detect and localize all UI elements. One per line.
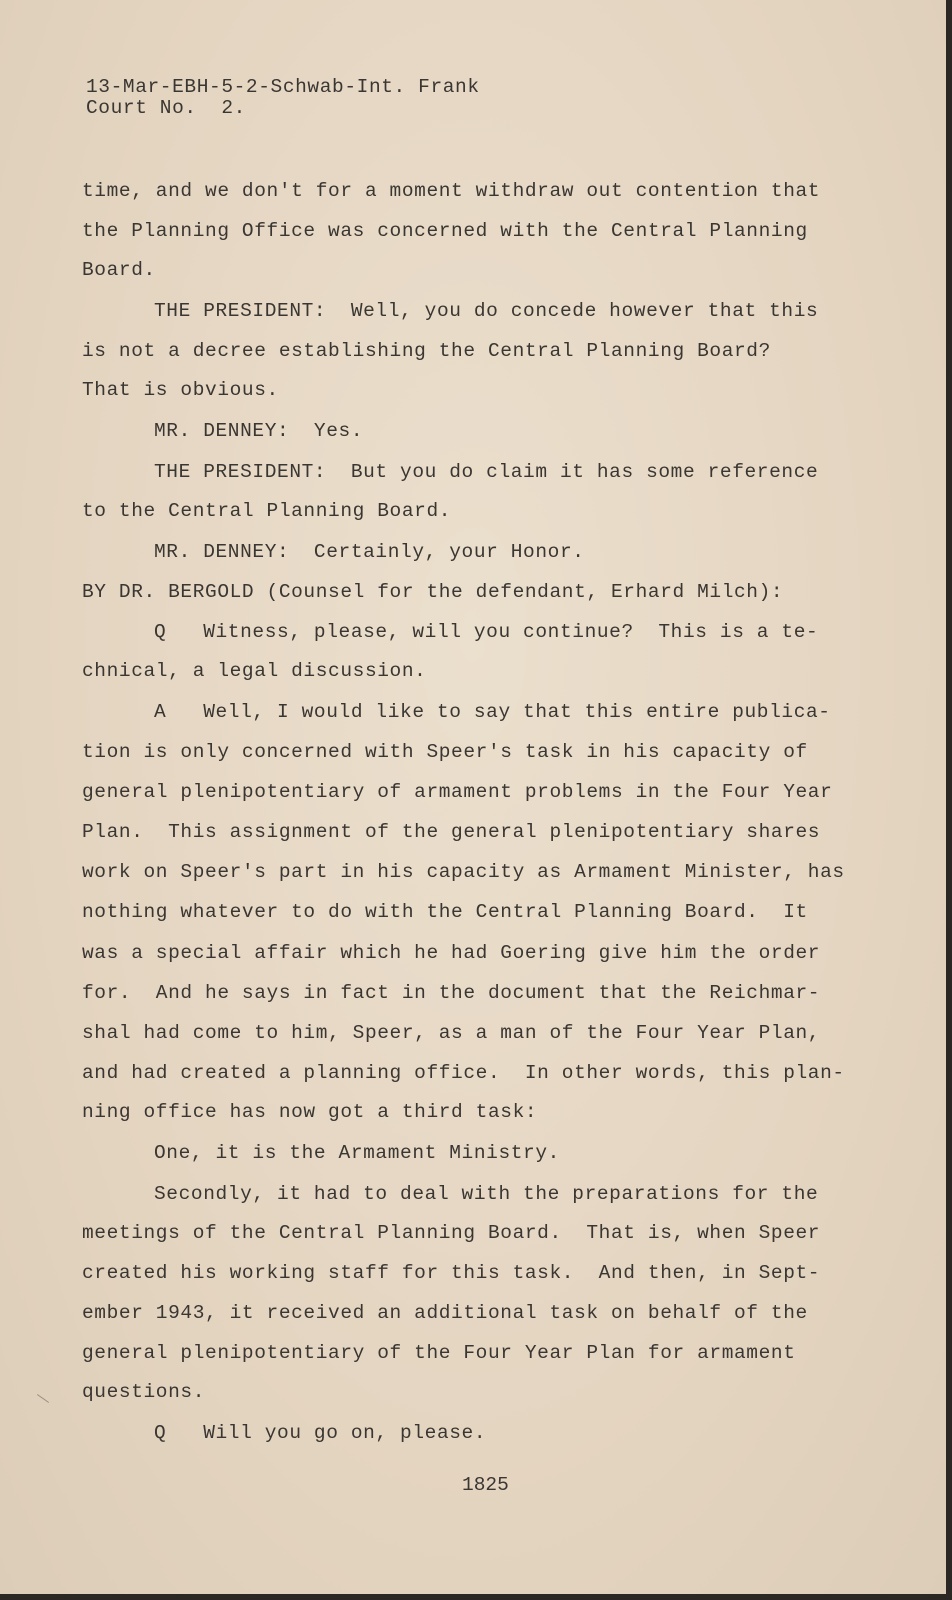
transcript-line: MR. DENNEY: Certainly, your Honor. [154,541,585,563]
transcript-line: chnical, a legal discussion. [82,660,427,682]
transcript-line: Secondly, it had to deal with the preparations for the [154,1183,819,1205]
transcript-line: THE PRESIDENT: But you do claim it has some reference [154,461,819,483]
transcript-line: was a special affair which he had Goering give him the order [82,942,821,964]
transcript-line: Plan. This assignment of the general plenipotentiary shares [82,821,821,843]
transcript-line: BY DR. BERGOLD (Counsel for the defendant, Erhard Milch): [82,581,784,603]
transcript-line: That is obvious. [82,379,279,401]
transcript-line: is not a decree establishing the Central Planning Board? [82,340,771,362]
header-court-number: Court No. 2. [86,97,246,119]
transcript-line: ning office has now got a third task: [82,1101,538,1123]
transcript-line: to the Central Planning Board. [82,500,452,522]
transcript-line: time, and we don't for a moment withdraw out contention that [82,180,821,202]
transcript-line: THE PRESIDENT: Well, you do concede however that this [154,300,819,322]
transcript-line: MR. DENNEY: Yes. [154,420,364,442]
transcript-line: work on Speer's part in his capacity as Armament Minister, has [82,861,845,883]
transcript-line: Board. [82,259,156,281]
transcript-line: and had created a planning office. In other words, this plan- [82,1062,845,1084]
paper-mark [37,1394,49,1403]
transcript-line: A Well, I would like to say that this entire publica- [154,701,831,723]
transcript-line: for. And he says in fact in the document that the Reichmar- [82,982,821,1004]
transcript-line: nothing whatever to do with the Central Planning Board. It [82,901,808,923]
transcript-line: shal had come to him, Speer, as a man of the Four Year Plan, [82,1022,821,1044]
transcript-line: general plenipotentiary of the Four Year Plan for armament [82,1342,796,1364]
transcript-line: tion is only concerned with Speer's task in his capacity of [82,741,808,763]
transcript-line: questions. [82,1381,206,1403]
header-case-reference: 13-Mar-EBH-5-2-Schwab-Int. Frank [86,76,480,98]
transcript-line: Q Will you go on, please. [154,1422,487,1444]
transcript-line: One, it is the Armament Ministry. [154,1142,560,1164]
transcript-line: meetings of the Central Planning Board. That is, when Speer [82,1222,821,1244]
transcript-line: ember 1943, it received an additional task on behalf of the [82,1302,808,1324]
transcript-line: the Planning Office was concerned with the Central Planning [82,220,808,242]
transcript-line: Q Witness, please, will you continue? This is a te- [154,621,819,643]
transcript-line: created his working staff for this task. And then, in Sept- [82,1262,821,1284]
page-number: 1825 [462,1474,509,1496]
transcript-line: general plenipotentiary of armament problems in the Four Year [82,781,833,803]
